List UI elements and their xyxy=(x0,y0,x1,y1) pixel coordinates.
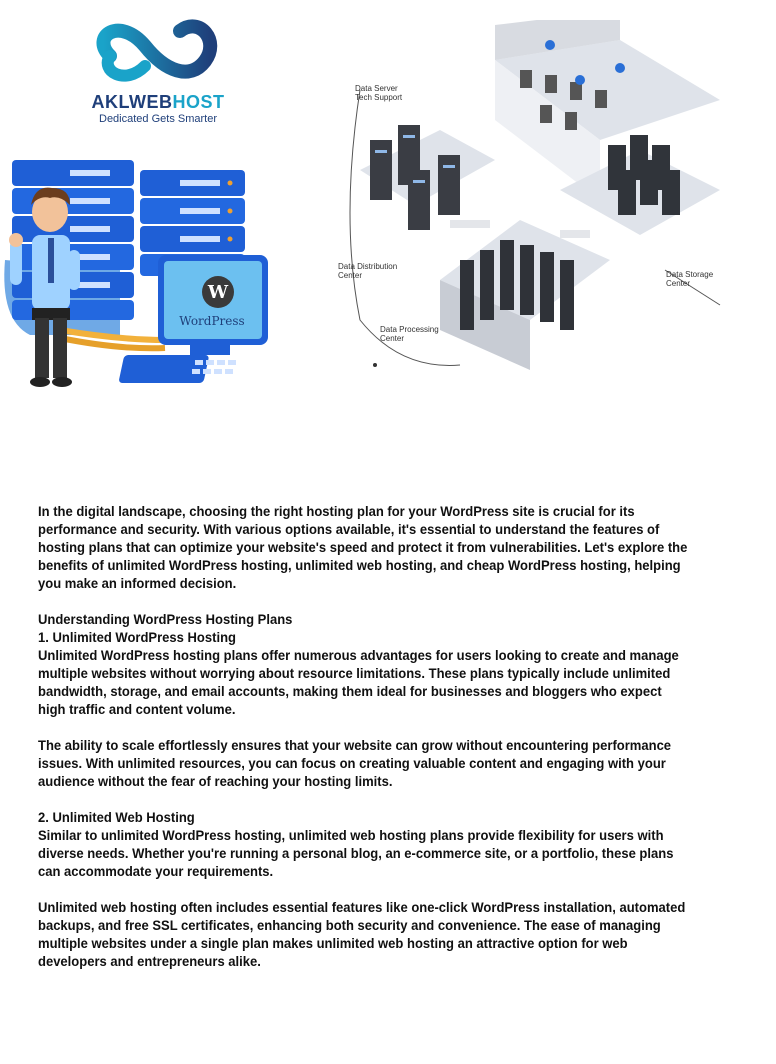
storage-racks xyxy=(608,135,680,215)
article-body xyxy=(38,502,689,988)
paragraph: Similar to unlimited WordPress hosting, unlimited web hosting plans provide flexibility for users with diverse needs. Whether you're running a personal blog, an e-commerce site, or a portfolio, these plans can accommodate your requirements. xyxy=(38,827,674,879)
svg-text:W: W xyxy=(207,282,229,303)
brand-name: AKLWEBHOST xyxy=(91,92,225,112)
server-stack-left xyxy=(12,160,134,320)
section-heading: Understanding WordPress Hosting Plans xyxy=(38,611,293,627)
paragraph: Unlimited web hosting often includes essential features like one-click WordPress installation, automated backups, and free SSL certificates, enhancing both security and convenience. The ease of managing multiple websites under a single plan makes unlimited web hosting an attractive option for web developers and entrepreneurs alike. xyxy=(38,899,686,969)
label-distribution: Data Distribution Center xyxy=(338,262,398,280)
keyboard xyxy=(118,355,236,383)
wordpress-monitor xyxy=(158,255,268,355)
paragraph: The ability to scale effortlessly ensures that your website can grow without encountering performance issues. With unlimited resources, you can focus on creating valuable content and engaging with your audience without the fear of reaching your hosting limits. xyxy=(38,737,672,789)
subheading-unlimited-web: 2. Unlimited Web Hosting xyxy=(38,809,195,825)
paragraph: Unlimited WordPress hosting plans offer numerous advantages for users looking to create and manage multiple websites without worrying about resource limitations. These plans typically include unlimited bandwidth, storage, and email accounts, making them ideal for businesses and bloggers who expect high traffic and content volume. xyxy=(38,647,679,717)
brand-tagline: Dedicated Gets Smarter xyxy=(99,113,217,125)
server-illustration xyxy=(0,140,285,400)
label-tech-support: Data Server Tech Support xyxy=(355,84,403,102)
label-storage: Data Storage Center xyxy=(666,270,714,288)
label-processing: Data Processing Center xyxy=(380,325,439,343)
intro-paragraph: In the digital landscape, choosing the right hosting plan for your WordPress site is crucial for its performance and security. With various options available, it's essential to understand the features of hosting plans that can optimize your website's speed and protect it from vulnerabilities. Let's explore the benefits of unlimited WordPress hosting, unlimited web hosting, and cheap WordPress hosting, helping you make an informed decision. xyxy=(38,503,688,591)
subheading-unlimited-wordpress: 1. Unlimited WordPress Hosting xyxy=(38,629,236,645)
svg-text:WordPress: WordPress xyxy=(179,314,245,328)
